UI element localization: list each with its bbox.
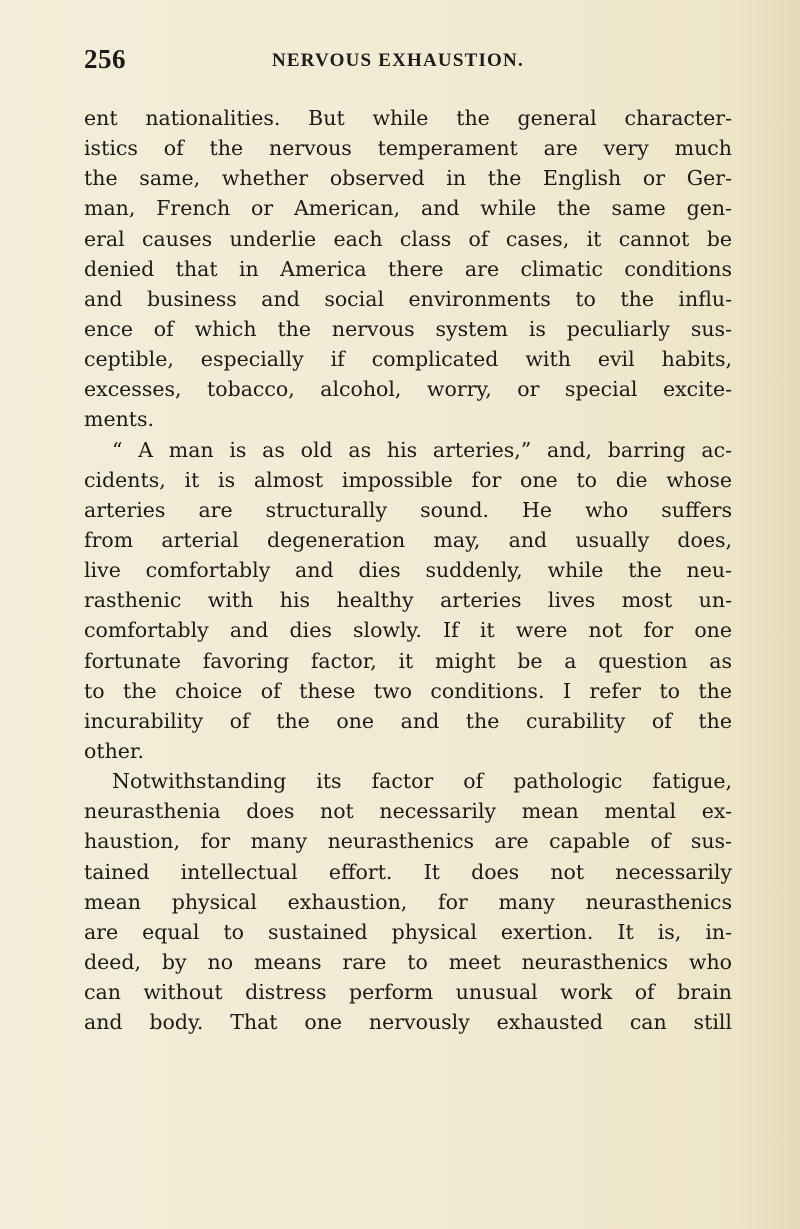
text-line: “ A man is as old as his arteries,” and, barring ac- — [112, 437, 732, 462]
running-head: NERVOUS EXHAUSTION. — [272, 50, 524, 71]
text-line: man, French or American, and while the same gen- — [84, 196, 732, 221]
page-header — [84, 44, 724, 84]
text-line: from arterial degeneration may, and usually does, — [84, 527, 732, 552]
text-line: ent nationalities. But while the general character- — [84, 106, 732, 130]
page-number: 256 — [84, 44, 126, 74]
text-line: ments. — [84, 407, 155, 432]
text-line: live comfortably and dies suddenly, while the neu- — [84, 558, 732, 583]
text-line: other. — [84, 738, 144, 763]
text-line: tained intellectual effort. It does not necessarily — [84, 859, 732, 884]
body-text — [84, 103, 732, 1037]
text-line: are equal to sustained physical exertion. It is, in- — [84, 919, 732, 944]
text-line: Notwithstanding its factor of pathologic fatigue, — [112, 769, 732, 794]
text-line: mean physical exhaustion, for many neurasthenics — [84, 889, 732, 914]
text-line: eral causes underlie each class of cases, it cannot be — [84, 226, 732, 251]
text-line: and body. That one nervously exhausted can still — [84, 1010, 732, 1035]
text-line: ceptible, especially if complicated with evil habits, — [84, 347, 732, 372]
text-line: istics of the nervous temperament are very much — [84, 136, 732, 161]
text-line: fortunate favoring factor, it might be a question as — [84, 648, 732, 673]
text-line: to the choice of these two conditions. I refer to the — [84, 678, 732, 703]
text-line: excesses, tobacco, alcohol, worry, or special excite- — [84, 377, 732, 402]
text-line: rasthenic with his healthy arteries lives most un- — [84, 588, 732, 613]
text-line: arteries are structurally sound. He who suffers — [84, 497, 732, 522]
text-line: deed, by no means rare to meet neurasthenics who — [84, 949, 732, 974]
text-line: ence of which the nervous system is peculiarly sus- — [84, 316, 732, 341]
text-line: and business and social environments to the influ- — [84, 286, 732, 311]
text-line: denied that in America there are climatic conditions — [84, 256, 732, 281]
text-line: incurability of the one and the curability of the — [84, 708, 732, 733]
text-line: comfortably and dies slowly. If it were not for one — [84, 618, 732, 643]
text-line: haustion, for many neurasthenics are capable of sus- — [84, 829, 732, 854]
text-line: the same, whether observed in the English or Ger- — [84, 166, 732, 191]
text-line: cidents, it is almost impossible for one to die whose — [84, 467, 732, 492]
text-line: neurasthenia does not necessarily mean mental ex- — [84, 799, 732, 824]
text-line: can without distress perform unusual work of brain — [84, 980, 732, 1005]
